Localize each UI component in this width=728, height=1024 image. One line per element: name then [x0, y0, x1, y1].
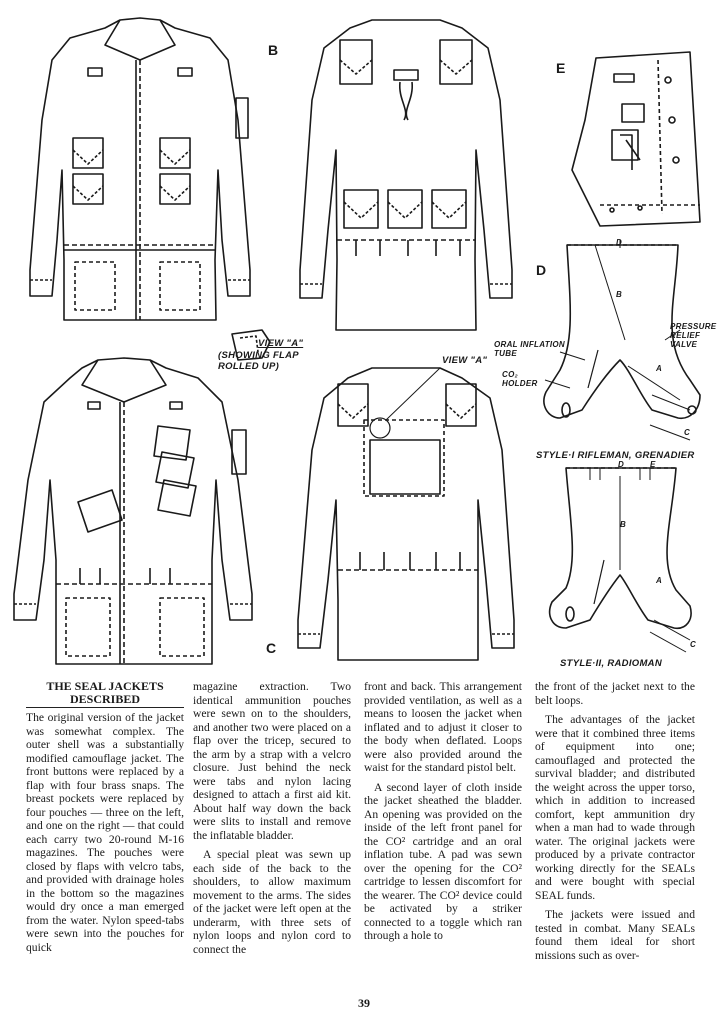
dim-label-b-2: B	[620, 520, 627, 529]
caption-style-2: STYLE·II, RADIOMAN	[560, 658, 662, 669]
dim-label-a-2: A	[656, 576, 663, 585]
caption-pressure-relief-valve: PRESSURE RELIEF VALVE	[670, 322, 717, 349]
figure-label-e: E	[556, 60, 566, 76]
article-heading	[26, 680, 184, 708]
col3-paragraph-1: front and back. This arrangement provided ventilation, as well as a means to loosen the jacket when inflated and to adjust it closer to the body when deflated. Loops were also provided around the waist for the standard pistol belt.	[364, 680, 522, 774]
dim-label-a-1: A	[656, 364, 663, 373]
dim-label-d-1: D	[616, 238, 623, 247]
dim-label-c-2: C	[690, 640, 697, 649]
article-column-2	[193, 680, 351, 956]
article-column-4	[535, 680, 695, 962]
caption-view-a-pointer: VIEW "A"	[442, 355, 488, 366]
article-column-1	[26, 680, 184, 954]
figure-label-d: D	[536, 262, 547, 278]
detail-e-drawing	[572, 52, 700, 226]
figure-label-b: B	[268, 42, 279, 58]
article-heading-line2: DESCRIBED	[26, 693, 184, 708]
jacket-back-view-1	[300, 20, 512, 330]
caption-view-a-note: (SHOWING FLAP ROLLED UP)	[218, 350, 299, 372]
dim-label-b-1: B	[616, 290, 623, 299]
col4-paragraph-3: The jackets were issued and tested in combat. Many SEALs found them ideal for short missions such as over-	[535, 908, 695, 962]
page-number: 39	[358, 996, 370, 1010]
col2-paragraph-2: A special pleat was sewn up each side of the back to the shoulders, to allow maximum movement to the arms. The sides of the jacket were left open at the underarm, with three sets of nylon loops and nylon cord to connect the	[193, 848, 351, 956]
figure-label-c: C	[266, 640, 277, 656]
article-column-3	[364, 680, 522, 943]
bladder-style-2-diagram	[550, 468, 691, 652]
col4-paragraph-1: the front of the jacket next to the belt loops.	[535, 680, 695, 707]
jacket-back-view-2	[298, 368, 514, 660]
col3-paragraph-2: A second layer of cloth inside the jacket sheathed the bladder. An opening was provided on the inside of the left front panel for the CO² cartridge and an oral inflation tube. A pad was sewn over the opening for the CO² cartridge to lessen discomfort for the wearer. The CO² device could be activated by a striker connected to a toggle which ran through a hole to	[364, 780, 522, 942]
caption-view-a-detail: VIEW "A"	[258, 338, 304, 349]
caption-style-1: STYLE·I RIFLEMAN, GRENADIER	[536, 450, 695, 461]
jacket-front-view-2	[14, 358, 252, 664]
caption-oral-inflation-tube: ORAL INFLATION TUBE	[494, 340, 566, 358]
jacket-front-view-1	[30, 18, 250, 320]
dim-label-d-2: D	[618, 460, 625, 469]
article-heading-line1: THE SEAL JACKETS	[46, 679, 164, 693]
col2-paragraph-1: magazine extraction. Two identical ammunition pouches were sewn on to the shoulders, and another two were placed on a flap over the tricep, secured to the arm by a strap with a velcro closure. Just behind the neck were tabs and nylon lacing designed to attach a first aid kit. About half way down the back were slits to install and remove the inflatable bladder.	[193, 680, 351, 842]
caption-co2-holder: CO₂ HOLDER	[502, 370, 538, 388]
dim-label-c-1: C	[684, 428, 691, 437]
dim-label-e-2: E	[650, 460, 656, 469]
col4-paragraph-2: The advantages of the jacket were that it combined three items of equipment into one; camouflaged and protected the survival bladder; and distributed the weight across the upper torso, which in addition to increased comfort, kept ammunition dry when a man had to wade through water. The original jackets were produced by a private contractor working directly for the SEALs and were bought with special SEAL funds.	[535, 713, 695, 902]
col1-paragraph-1: The original version of the jacket was somewhat complex. The outer shell was a substantially modified camouflage jacket. The front buttons were replaced by a flap with four brass snaps. The breast pockets were replaced by four pouches — three on the left, and one on the right — that could each carry two 20-round M-16 magazines. The pouches were closed by flaps with velcro tabs, and provided with drainage holes in the bottom so the magazines would dry once a man emerged from the water. Nylon speed-tabs were sewn into the pouches for quick	[26, 711, 184, 954]
